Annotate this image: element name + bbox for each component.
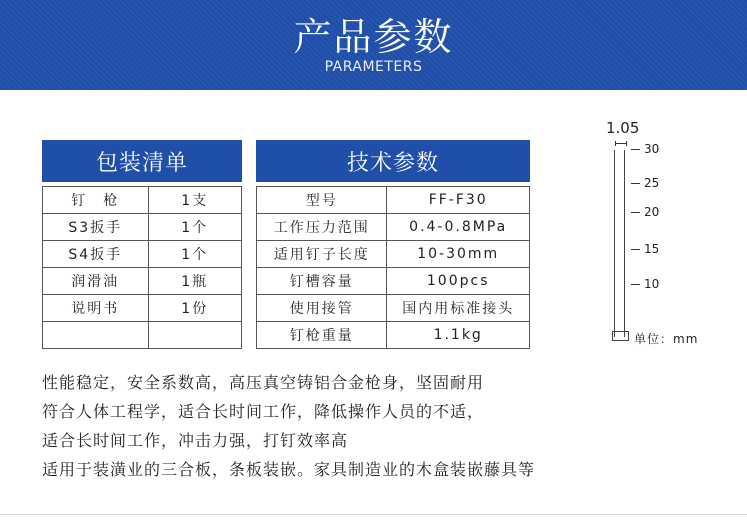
param-name: 钉枪重量 xyxy=(257,322,387,349)
table-row xyxy=(43,214,242,241)
unit-label: 单位：mm xyxy=(634,332,699,346)
description-line: 适合长时间工作，冲击力强，打钉效率高 xyxy=(42,431,349,450)
nail-width-marker xyxy=(615,141,627,146)
package-item: 润滑油 xyxy=(43,268,149,295)
table-row xyxy=(257,268,530,295)
package-qty xyxy=(148,322,242,349)
package-item xyxy=(43,322,149,349)
table-row xyxy=(43,322,242,349)
package-qty: 1个 xyxy=(148,214,242,241)
page-subtitle: PARAMETERS xyxy=(324,59,423,75)
nail-icon xyxy=(614,150,625,337)
param-value: 0.4-0.8MPa xyxy=(387,214,530,241)
table-row xyxy=(257,214,530,241)
param-name: 适用钉子长度 xyxy=(257,241,387,268)
param-value: 10-30mm xyxy=(387,241,530,268)
description-line: 性能稳定，安全系数高，高压真空铸铝合金枪身，坚固耐用 xyxy=(42,373,485,392)
param-name: 使用接管 xyxy=(257,295,387,322)
nail-length-tick: 15 xyxy=(631,242,659,256)
description-line: 符合人体工程学，适合长时间工作，降低操作人员的不适， xyxy=(42,402,485,421)
package-qty: 1份 xyxy=(148,295,242,322)
package-list-title: 包装清单 xyxy=(43,141,242,182)
package-list-table xyxy=(42,140,242,349)
param-value: 100pcs xyxy=(387,268,530,295)
nail-length-tick: 25 xyxy=(631,176,659,190)
package-item: S3扳手 xyxy=(43,214,149,241)
table-row xyxy=(257,241,530,268)
nail-width-label: 1.05 xyxy=(606,119,640,137)
nail-length-tick: 10 xyxy=(631,277,659,291)
package-qty: 1个 xyxy=(148,241,242,268)
table-row xyxy=(43,295,242,322)
table-row xyxy=(43,187,242,214)
package-item: 说明书 xyxy=(43,295,149,322)
tech-params-table xyxy=(256,140,530,349)
page-title: 产品参数 xyxy=(293,15,454,59)
table-row xyxy=(257,322,530,349)
package-item: 钉 枪 xyxy=(43,187,149,214)
package-qty: 1支 xyxy=(148,187,242,214)
description-line: 适用于装潢业的三合板，条板装嵌。家具制造业的木盒装嵌藤具等 xyxy=(42,460,536,479)
table-row xyxy=(257,295,530,322)
header-banner xyxy=(0,0,747,90)
package-item: S4扳手 xyxy=(43,241,149,268)
nail-tip-icon xyxy=(612,331,629,341)
param-name: 钉槽容量 xyxy=(257,268,387,295)
nail-length-tick: 30 xyxy=(631,142,659,156)
nail-length-tick: 20 xyxy=(631,205,659,219)
table-row xyxy=(257,187,530,214)
param-value: FF-F30 xyxy=(387,187,530,214)
package-qty: 1瓶 xyxy=(148,268,242,295)
tech-params-title: 技术参数 xyxy=(257,141,530,182)
param-name: 型号 xyxy=(257,187,387,214)
bottom-divider xyxy=(0,514,747,515)
table-row xyxy=(43,268,242,295)
param-value: 1.1kg xyxy=(387,322,530,349)
param-name: 工作压力范围 xyxy=(257,214,387,241)
table-row xyxy=(43,241,242,268)
param-value: 国内用标准接头 xyxy=(387,295,530,322)
